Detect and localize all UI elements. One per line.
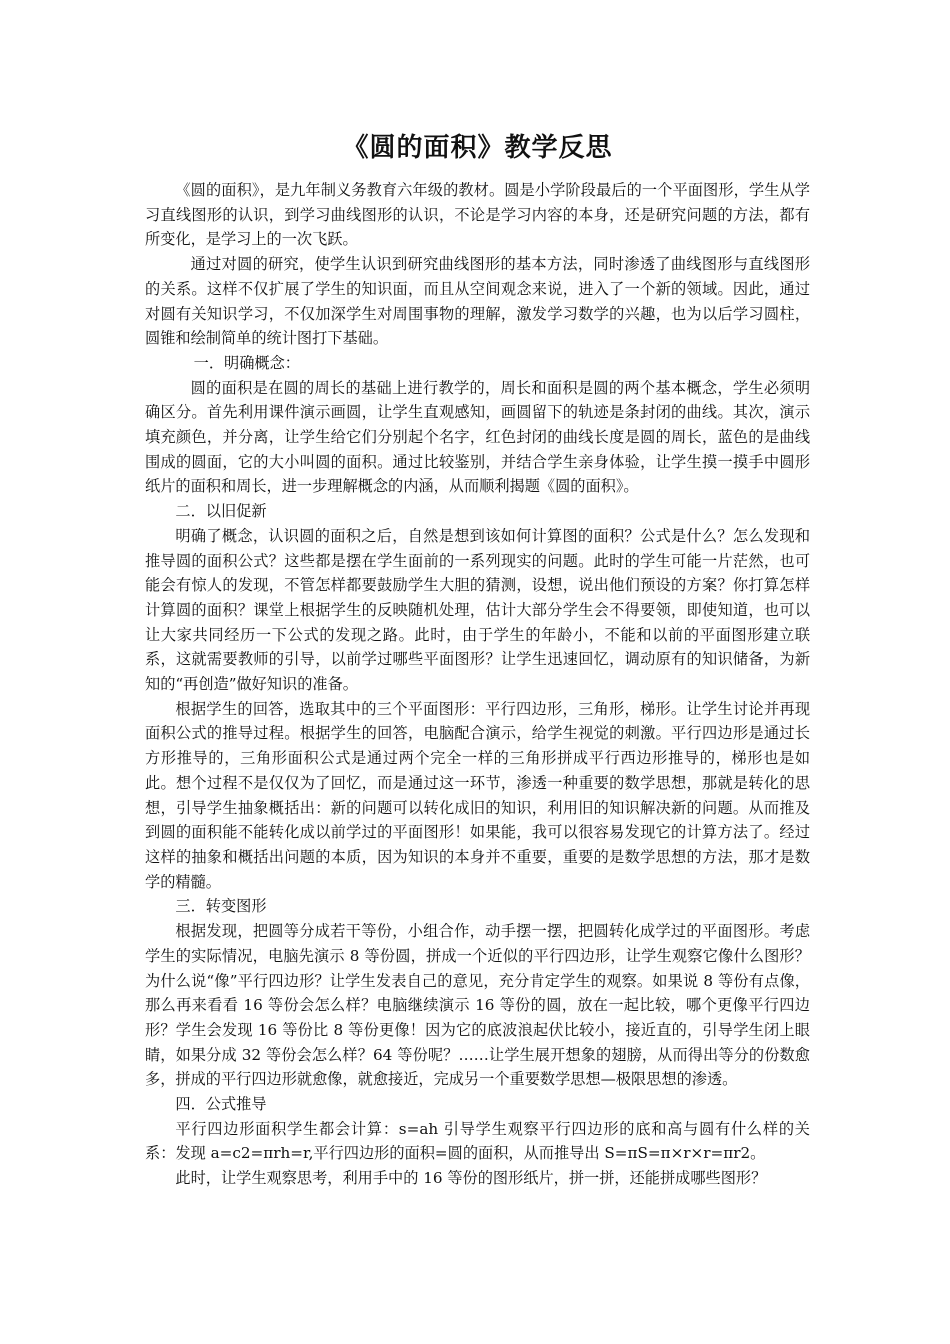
document-page <box>145 128 810 1191</box>
intro-paragraph-2: 通过对圆的研究，使学生认识到研究曲线图形的基本方法，同时渗透了曲线图形与直线图形的关系。这样不仅扩展了学生的知识面，而且从空间观念来说，进入了一个新的领域。因此，通过对圆有关知识学习，不仅加深学生对周围事物的理解，激发学习数学的兴趣，也为以后学习圆柱，圆锥和绘制简单的统计图打下基础。 <box>145 255 810 348</box>
section-2-heading: 二．以旧促新 <box>175 502 267 521</box>
section-4-heading: 四．公式推导 <box>175 1095 267 1114</box>
section-1-paragraph-1: 圆的面积是在圆的周长的基础上进行教学的，周长和面积是圆的两个基本概念，学生必须明确区分。首先利用课件演示画圆，让学生直观感知，画圆留下的轨迹是条封闭的曲线。其次，演示填充颜色，并分离，让学生给它们分别起个名字，红色封闭的曲线长度是圆的周长，蓝色的是曲线围成的圆面，它的大小叫圆的面积。通过比较鉴别，并结合学生亲身体验，让学生摸一摸手中圆形纸片的面积和周长，进一步理解概念的内涵，从而顺利揭题《圆的面积》。 <box>145 378 810 496</box>
intro-paragraph-1: 《圆的面积》，是九年制义务教育六年级的教材。圆是小学阶段最后的一个平面图形，学生从学习直线图形的认识，到学习曲线图形的认识，不论是学习内容的本身，还是研究问题的方法，都有所变化，是学习上的一次飞跃。 <box>145 181 810 249</box>
section-2-paragraph-1: 明确了概念，认识圆的面积之后，自然是想到该如何计算图的面积？公式是什么？怎么发现和推导圆的面积公式？这些都是摆在学生面前的一系列现实的问题。此时的学生可能一片茫然，也可能会有惊人的发现，不管怎样都要鼓励学生大胆的猜测，设想，说出他们预设的方案？你打算怎样计算圆的面积？课堂上根据学生的反映随机处理，估计大部分学生会不得要领，即使知道，也可以让大家共同经历一下公式的发现之路。此时，由于学生的年龄小，不能和以前的平面图形建立联系，这就需要教师的引导，以前学过哪些平面图形？让学生迅速回忆，调动原有的知识储备，为新知的“再创造”做好知识的准备。 <box>145 526 810 694</box>
section-4-paragraph-2: 此时，让学生观察思考，利用手中的 16 等份的图形纸片，拼一拼，还能拼成哪些图形？ <box>175 1169 767 1188</box>
section-3-paragraph-1: 根据发现，把圆等分成若干等份，小组合作，动手摆一摆，把圆转化成学过的平面图形。考虑学生的实际情况，电脑先演示 8 等份圆，拼成一个近似的平行四边形，让学生观察它像什么图形？为什么说“像”平行四边形？让学生发表自己的意见，充分肯定学生的观察。如果说 8 等份有点像，那么再来看看 16 等份会怎么样？电脑继续演示 16 等份的圆，放在一起比较，哪个更像平行四边形？学生会发现 16 等份比 8 等份更像！因为它的底波浪起伏比较小，接近直的，引导学生闭上眼睛，如果分成 32 等份会怎么样？64 等份呢？……让学生展开想象的翅膀，从而得出等分的份数愈多，拼成的平行四边形就愈像，就愈接近，完成另一个重要数学思想—极限思想的渗透。 <box>145 922 810 1089</box>
section-1-heading: 一．明确概念： <box>193 353 300 372</box>
document-title: 《圆的面积》教学反思 <box>342 133 613 163</box>
section-4-paragraph-1: 平行四边形面积学生都会计算：s=ah 引导学生观察平行四边形的底和高与圆有什么样的关系：发现 a=c2=πrh=r,平行四边形的面积=圆的面积，从而推导出 S=πS=π×r×r=πr2。 <box>145 1119 810 1163</box>
section-2-paragraph-2: 根据学生的回答，选取其中的三个平面图形：平行四边形，三角形，梯形。让学生讨论并再现面积公式的推导过程。根据学生的回答，电脑配合演示，给学生视觉的刺激。平行四边形是通过长方形推导的，三角形面积公式是通过两个完全一样的三角形拼成平行西边形推导的，梯形也是如此。想个过程不是仅仅为了回忆，而是通过这一环节，渗透一种重要的数学思想，那就是转化的思想，引导学生抽象概括出：新的问题可以转化成旧的知识，利用旧的知识解决新的问题。从而推及到圆的面积能不能转化成以前学过的平面图形！如果能，我可以很容易发现它的计算方法了。经过这样的抽象和概括出问题的本质，因为知识的本身并不重要，重要的是数学思想的方法，那才是数学的精髓。 <box>145 699 810 891</box>
section-3-heading: 三．转变图形 <box>175 897 267 916</box>
